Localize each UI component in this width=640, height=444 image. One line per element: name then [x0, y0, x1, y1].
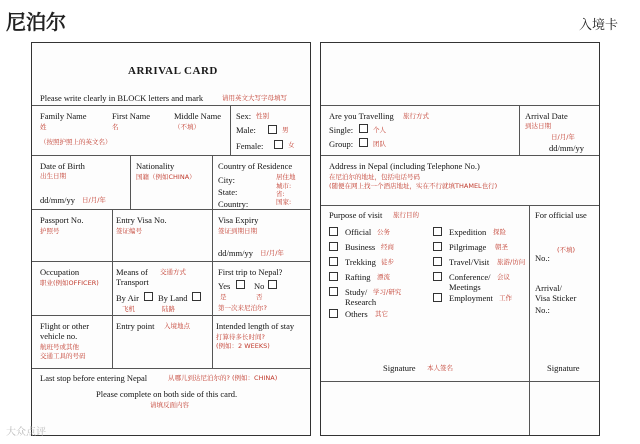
male-cn: 男 — [282, 126, 289, 134]
city-cn: 居住地 — [276, 173, 296, 181]
trekking-checkbox[interactable] — [329, 257, 338, 266]
means-cn: 交通方式 — [160, 268, 186, 276]
purpose-cn: 旅行目的 — [393, 211, 419, 219]
nationality-cn: 国籍（例如CHINA） — [136, 173, 196, 181]
family-name-cn: 姓 — [40, 123, 47, 131]
middle-name-cn: （不填） — [174, 123, 200, 131]
length-cn-2: (例如：2 WEEKS) — [216, 342, 270, 350]
address-label: Address in Nepal (including Telephone No.) — [329, 161, 480, 171]
last-stop-label: Last stop before entering Nepal — [40, 373, 148, 383]
official-checkbox[interactable] — [329, 227, 338, 236]
travel-visit-cn: 旅游/访问 — [497, 258, 526, 266]
male-label: Male: — [236, 125, 256, 135]
occupation-label: Occupation — [40, 267, 80, 277]
research-label: Research — [345, 297, 377, 307]
rafting-label: Rafting — [345, 272, 371, 282]
trekking-cn: 徒步 — [381, 258, 394, 266]
country-cn: 国家: — [276, 198, 292, 206]
length-label: Intended length of stay — [216, 321, 295, 331]
flight-label: Flight or other — [40, 321, 90, 331]
arrival-format: dd/mm/yy — [549, 143, 584, 153]
by-air-checkbox[interactable] — [144, 292, 153, 301]
expedition-checkbox[interactable] — [433, 227, 442, 236]
others-label: Others — [345, 309, 368, 319]
instruction: Please write clearly in BLOCK letters and mark — [40, 93, 204, 103]
occupation-cn: 职业(例如OFFICER) — [40, 279, 99, 287]
province-cn: 省: — [276, 190, 285, 198]
visa-no-cn: 签证编号 — [116, 227, 142, 235]
no-label: No.: — [535, 253, 550, 263]
by-air-label: By Air — [116, 293, 139, 303]
employment-checkbox[interactable] — [433, 293, 442, 302]
sex-cn: 性别 — [256, 112, 269, 120]
visa-format-cn: 日/月/年 — [260, 249, 284, 257]
official-cn: 公务 — [377, 228, 390, 236]
single-cn: 个人 — [373, 126, 386, 134]
address-cn-2: (随便在网上找一个酒店地址，实在不行就填THAMEL也行) — [329, 182, 498, 190]
complete-note-cn: 请填反面内容 — [150, 401, 189, 409]
first-trip-label: First trip to Nepal? — [218, 267, 283, 277]
pilgrimage-checkbox[interactable] — [433, 242, 442, 251]
city-label: City: — [218, 175, 236, 185]
employment-label: Employment — [449, 293, 493, 303]
header-card-type: 入境卡 — [578, 18, 618, 33]
first-name-cn: 名 — [112, 123, 119, 131]
entry-point-cn: 入境地点 — [164, 322, 190, 330]
no-checkbox[interactable] — [268, 280, 277, 289]
arrival-card-front — [31, 42, 311, 436]
conference-label: Conference/ — [449, 272, 491, 282]
purpose-label: Purpose of visit — [329, 210, 383, 220]
dob-format: dd/mm/yy — [40, 195, 75, 205]
group-cn: 团队 — [373, 140, 386, 148]
by-land-checkbox[interactable] — [192, 292, 201, 301]
visa-expiry-label: Visa Expiry — [218, 215, 259, 225]
flight-label-2: vehicle no. — [40, 331, 78, 341]
passport-name-cn: （按照护照上的英文名） — [40, 138, 112, 146]
study-checkbox[interactable] — [329, 287, 338, 296]
means-label-2: Transport — [116, 277, 149, 287]
means-label: Means of — [116, 267, 148, 277]
last-stop-cn: 从哪儿到达尼泊尔的? (例如：CHINA) — [168, 374, 278, 382]
arrival-date-cn: 到达日期 — [525, 122, 551, 130]
instruction-cn: 请用英文大写字母填写 — [222, 94, 287, 102]
residence-label: Country of Residence — [218, 161, 293, 171]
no-cn: (不填) — [557, 246, 576, 254]
female-cn: 女 — [288, 141, 295, 149]
sex-label: Sex: — [236, 111, 252, 121]
visa-sticker-label: Visa Sticker — [535, 293, 577, 303]
state-cn: 城市: — [276, 182, 292, 190]
single-checkbox[interactable] — [359, 124, 368, 133]
family-name-label: Family Name — [40, 111, 87, 121]
male-checkbox[interactable] — [268, 125, 277, 134]
official-use-label: For official use — [535, 210, 587, 220]
single-label: Single: — [329, 125, 354, 135]
conference-checkbox[interactable] — [433, 272, 442, 281]
signature-label: Signature — [383, 363, 416, 373]
arrival-date-label: Arrival Date — [525, 111, 568, 121]
dob-cn: 出生日期 — [40, 172, 66, 180]
visa-expiry-cn: 签证到期日期 — [218, 227, 257, 235]
dob-label: Date of Birth — [40, 161, 85, 171]
complete-note: Please complete on both side of this card. — [96, 389, 238, 399]
official-label: Official — [345, 227, 372, 237]
group-label: Group: — [329, 139, 354, 149]
meetings-label: Meetings — [449, 282, 481, 292]
conference-cn: 会议 — [497, 273, 510, 281]
watermark: 大众点评 — [6, 427, 46, 438]
passport-cn: 护照号 — [40, 227, 60, 235]
travelling-cn: 旅行方式 — [403, 112, 429, 120]
study-label: Study/ — [345, 287, 368, 297]
others-cn: 其它 — [375, 310, 388, 318]
pilgrimage-cn: 朝圣 — [495, 243, 508, 251]
trekking-label: Trekking — [345, 257, 376, 267]
no-cn: 否 — [256, 293, 263, 301]
entry-point-label: Entry point — [116, 321, 155, 331]
header-country: 尼泊尔 — [6, 10, 66, 34]
yes-label: Yes — [218, 281, 231, 291]
rafting-checkbox[interactable] — [329, 272, 338, 281]
flight-cn-1: 航班号或其他 — [40, 343, 79, 351]
no-label: No — [254, 281, 265, 291]
visa-format: dd/mm/yy — [218, 248, 253, 258]
business-cn: 经商 — [381, 243, 394, 251]
nationality-label: Nationality — [136, 161, 175, 171]
employment-cn: 工作 — [499, 294, 512, 302]
group-checkbox[interactable] — [359, 138, 368, 147]
travel-visit-checkbox[interactable] — [433, 257, 442, 266]
female-checkbox[interactable] — [274, 140, 283, 149]
flight-cn-2: 交通工具的号码 — [40, 352, 86, 360]
by-land-cn: 陆路 — [162, 305, 175, 313]
address-cn-1: 在尼泊尔的地址，包括电话号码 — [329, 173, 420, 181]
expedition-cn: 探险 — [493, 228, 506, 236]
travelling-label: Are you Travelling — [329, 111, 394, 121]
first-name-label: First Name — [112, 111, 151, 121]
business-label: Business — [345, 242, 376, 252]
by-land-label: By Land — [158, 293, 188, 303]
arrival-format-cn: 日/月/年 — [551, 133, 575, 141]
passport-label: Passport No. — [40, 215, 84, 225]
visa-no-label: Entry Visa No. — [116, 215, 167, 225]
dob-format-cn: 日/月/年 — [82, 196, 106, 204]
middle-name-label: Middle Name — [174, 111, 221, 121]
rafting-cn: 漂流 — [377, 273, 390, 281]
country-label: Country: — [218, 199, 249, 209]
yes-cn: 是 — [220, 293, 227, 301]
female-label: Female: — [236, 141, 264, 151]
length-cn-1: 打算待多长时间? — [216, 333, 265, 341]
arrival-visa-label: Arrival/ — [535, 283, 562, 293]
travel-visit-label: Travel/Visit — [449, 257, 490, 267]
card-title: ARRIVAL CARD — [128, 65, 218, 77]
visa-sticker-no-label: No.: — [535, 305, 550, 315]
expedition-label: Expedition — [449, 227, 487, 237]
first-trip-cn: 第一次来尼泊尔? — [218, 304, 267, 312]
study-cn: 学习/研究 — [373, 288, 402, 296]
by-air-cn: 飞机 — [122, 305, 135, 313]
state-label: State: — [218, 187, 238, 197]
signature-cn: 本人签名 — [427, 364, 453, 372]
pilgrimage-label: Pilgrimage — [449, 242, 487, 252]
arrival-card-back — [320, 42, 600, 436]
others-checkbox[interactable] — [329, 309, 338, 318]
business-checkbox[interactable] — [329, 242, 338, 251]
official-signature-label: Signature — [547, 363, 580, 373]
yes-checkbox[interactable] — [236, 280, 245, 289]
